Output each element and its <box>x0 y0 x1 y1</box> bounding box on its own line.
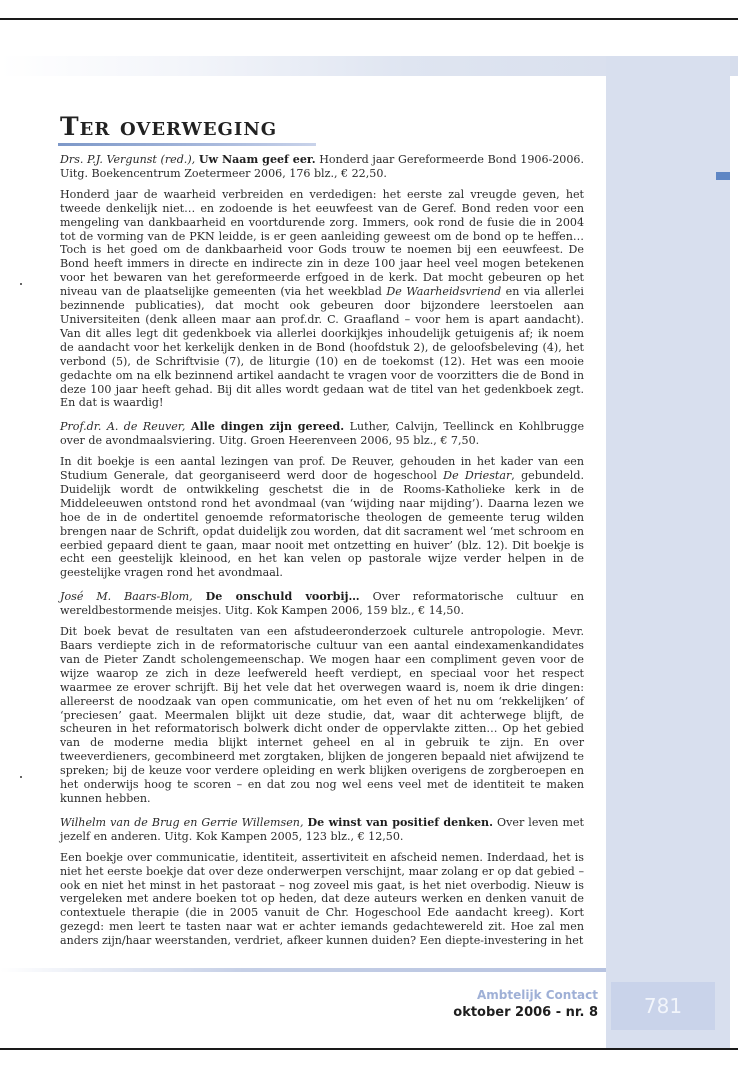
review-author: José M. Baars-Blom, <box>60 590 193 604</box>
review-details: Luther, Calvijn, Teellinck en Kohlbrugge over de avondmaalsviering. Uitg. Groen Heerenveen 2006, 95 blz., € 7,50. <box>60 420 585 448</box>
review-book-title: De onschuld voorbij… <box>205 590 360 604</box>
right-margin-panel <box>606 56 730 1048</box>
review-details: Over leven met jezelf en anderen. Uitg. Kok Kampen 2005, 123 blz., € 12,50. <box>60 815 584 843</box>
footer-publication: Ambtelijk Contact <box>476 988 598 1002</box>
review-citation-3 <box>60 590 584 618</box>
thumb-index-marker <box>716 172 730 180</box>
review-text-3: Dit boek bevat de resultaten van een afstudeeronderzoek culturele antropologie. Mevr. Baars verdiepte zich in de reformatorische cultuur van een aantal eindexamenkandidates van de Pieter Zandt scholengemeenschap. We mogen haar een compliment geven voor de wijze waarop ze zich in deze leefwereld heeft verdiept, en speciaal voor het respect waarmee ze erover schrijft. Bij het vele dat het overwegen waard is, noem ik drie dingen: allereerst de noodzaak van open communicatie, om het even of het nu om ‘rekkelijken’ of ‘preciesen’ gaat. Meermalen blijkt uit deze studie, dat, waar dit achterwege blijft, de scheuren in het reformatorisch bolwerk dicht onder de oppervlakte zitten… Op het gebied van de moderne media blijkt internet geheel en al in gebruik te zijn. En over tweeverdieners, gecombineerd met zorgtaken, blijken de jongeren bepaald niet afwijzend te spreken; bij de keuze voor verdere opleiding en werk blijken overigens de zorgberoepen en het onderwijs hoog te scoren – en dat zou nog wel eens veel met de identiteit te maken kunnen hebben. <box>60 625 584 805</box>
review-text-2: In dit boekje is een aantal lezingen van prof. De Reuver, gehouden in het kader van een Studium Generale, dat georganiseerd werd door de hogeschool De Driestar, gebundeld. Duidelijk wordt de ontwikkeling geschetst die in de Rooms-Katholieke kerk in de Middeleeuwen ontstond rond het avondmaal (van ‘wijding naar mijding’). Daarna lezen we hoe de in de ondertitel genoemde reformatorische theologen de gemeente terug wilden brengen naar de Schrift, opdat duidelijk zou worden, dat dit sacrament wel ‘met schroom en eerbied gepaard dient te gaan, maar nooit met ontzetting en huiver’ (blz. 12). Dit boekje is echt een geestelijk kleinood, en het kan velen op pastorale wijze verder helpen in de geestelijke vragen rond het avondmaal. <box>60 455 584 580</box>
binding-mark <box>20 283 22 285</box>
page-title: Ter overweging <box>60 112 278 141</box>
review-book-title: De winst van positief denken. <box>307 815 493 829</box>
review-text-1: Honderd jaar de waarheid verbreiden en verdedigen: het eerste zal vreugde geven, het tweede denkelijk niet… en zodoende is het eeuwfeest van de Geref. Bond reden voor een mengeling van dankbaarheid en voortdurende zorg. Immers, ook rond de fusie die in 2004 tot de vorming van de PKN leidde, is er geen aanleiding geweest om de bond op te heffen… Toch is het goed om de dankbaarheid voor Gods trouw te noemen bij een eeuwfeest. De Bond heeft immers in directe en indirecte zin in deze 100 jaar heel veel mogen betekenen voor het bewaren van het gereformeerde erfgoed in de kerk. Dat mocht gebeuren op het niveau van de plaatselijke gemeenten (via het weekblad De Waarheidsvriend en via allerlei bezinnende publicaties), dat mocht ook gebeuren door bijzondere leerstoelen aan Universiteiten (denk alleen maar aan prof.dr. C. Graafland – voor hem is apart aandacht). Van dit alles legt dit gedenkboek via allerlei doorkijkjes inhoudelijk getuigenis af; ik noem de aandacht voor het kerkelijk denken in de Bond (hoofdstuk 2), de geloofsbeleving (4), het verbond (5), de Schriftvisie (7), de liturgie (10) en de toekomst (12). Het was een mooie gedachte om na elk bezinnend artikel aandacht te vragen voor de voorzitters die de Bond in deze 100 jaar heeft gehad. Bij dit alles wordt gedaan wat de titel van het gedenkboek zegt. En dat is waardig! <box>60 187 584 410</box>
review-text-4: Een boekje over communicatie, identiteit, assertiviteit en afscheid nemen. Inderdaad, het is niet het eerste boekje dat over deze onderwerpen verschijnt, maar zolang er op dat gebied – ook en niet het minst in het pastoraat – nog zoveel mis gaat, is het niet overbodig. Nieuw is vergeleken met andere boeken tot op heden, dat deze auteurs werken en denken vanuit de contextuele therapie (die in 2005 vanuit de Chr. Hogeschool Ede aandacht kreeg). Kort gezegd: men leert te tasten naar wat er achter iemands gedachtewereld zit. Hoe zal men anders zijn/haar weerstanden, verdriet, afkeer kunnen duiden? Een diepte-investering in het <box>60 850 584 948</box>
review-details: Over reformatorische cultuur en wereldbestormende meisjes. Uitg. Kok Kampen 2006, 159 blz., € 14,50. <box>60 590 585 618</box>
review-author: Prof.dr. A. de Reuver, <box>60 420 186 434</box>
review-author: Drs. P.J. Vergunst (red.), <box>60 153 196 166</box>
article-body <box>60 153 584 958</box>
review-book-title: Alle dingen zijn gereed. <box>190 420 345 434</box>
review-citation-1 <box>60 153 584 181</box>
bottom-border-line <box>0 1048 738 1050</box>
binding-mark <box>20 776 22 778</box>
review-citation-4 <box>60 816 584 844</box>
footer-rule <box>0 968 606 972</box>
review-citation-2 <box>60 420 584 448</box>
footer-issue: oktober 2006 - nr. 8 <box>453 1005 598 1020</box>
review-details: Honderd jaar Gereformeerde Bond 1906-2006. Uitg. Boekencentrum Zoetermeer 2006, 176 blz., € 22,50. <box>60 153 585 180</box>
top-border-line <box>0 18 738 20</box>
review-author: Wilhelm van de Brug en Gerrie Willemsen, <box>60 815 304 829</box>
title-underline <box>58 143 316 146</box>
review-book-title: Uw Naam geef eer. <box>198 153 316 166</box>
page-number: 781 <box>643 994 683 1018</box>
